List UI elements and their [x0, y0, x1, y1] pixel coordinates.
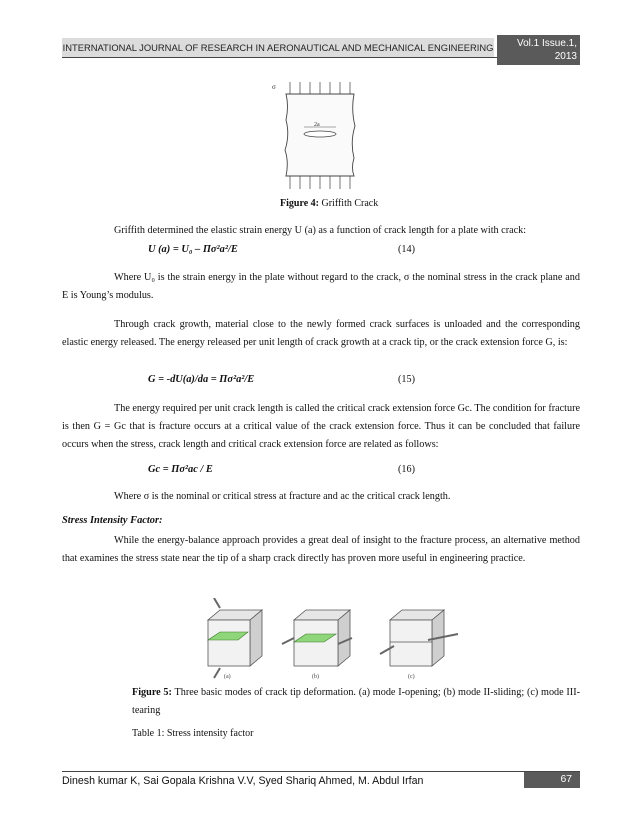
- paragraph-strain-energy: Griffith determined the elastic strain energy U (a) as a function of crack length for a plate with crack:: [114, 225, 527, 236]
- figure5-caption: [132, 684, 580, 720]
- equation-14-number: (14): [398, 244, 415, 255]
- section-heading: Stress Intensity Factor:: [62, 515, 163, 526]
- journal-title: INTERNATIONAL JOURNAL OF RESEARCH IN AERONAUTICAL AND MECHANICAL ENGINEERING: [62, 42, 494, 53]
- paragraph-strain-definition: Where U₀ is the strain energy in the plate without regard to the crack, σ the nominal stress in the crack plane and E is Young’s modulus.: [62, 272, 580, 301]
- mode-a-label: (a): [224, 674, 231, 680]
- figure4-caption: [280, 198, 378, 209]
- page-number: 67: [560, 774, 572, 785]
- lower-arrows: [290, 176, 350, 189]
- equation-15: G = -dU(a)/da = Πσ²a²/E: [148, 374, 255, 385]
- paragraph-critical-stress: Where σ is the nominal or critical stress at fracture and ac the critical crack length.: [114, 491, 451, 502]
- table1-caption: Table 1: Stress intensity factor: [132, 728, 254, 739]
- upper-arrows: [290, 82, 350, 94]
- sigma-label: σ: [272, 83, 276, 91]
- mode-c-label: (c): [408, 674, 415, 680]
- mode-opening-block: [208, 598, 262, 680]
- equation-15-number: (15): [398, 374, 415, 385]
- figure5-caption-label: Figure 5:: [132, 687, 172, 698]
- pages-label: Pg: 53-93: [533, 64, 577, 75]
- crack-ellipse: [304, 131, 336, 137]
- header-rule: [62, 57, 507, 58]
- volume-info: [497, 37, 577, 76]
- paragraph-stress-intensity: While the energy-balance approach provides a great deal of insight to the fracture process, an alternative method that examines the stress state near the tip of a sharp crack directly has proven more useful in engineering practice.: [62, 535, 580, 564]
- equation-14: U (a) = U₀ – Πσ²a²/E: [148, 244, 238, 255]
- figure4-caption-text: Griffith Crack: [318, 198, 379, 209]
- mode-b-label: (b): [312, 674, 319, 680]
- equation-16: Gc = Πσ²ac / E: [148, 464, 213, 475]
- footer-authors: Dinesh kumar K, Sai Gopala Krishna V.V, Syed Shariq Ahmed, M. Abdul Irfan: [62, 775, 424, 787]
- paragraph-critical-force: The energy required per unit crack length is called the critical crack extension force Gc. The condition for fracture is then G = Gc that is fracture occurs at a critical value of the crack extension force. Thus it can be concluded that failure occurs when the stress, crack length and critical crack extension force are related as follows:: [62, 403, 580, 450]
- crack-length-label: 2a: [314, 122, 320, 128]
- mode-tearing-block: [380, 610, 458, 680]
- griffith-crack-figure: [262, 80, 372, 192]
- figure5-caption-text: Three basic modes of crack tip deformation. (a) mode I-opening; (b) mode II-sliding; (c) mode III-tearing: [132, 687, 580, 716]
- equation-16-number: (16): [398, 464, 415, 475]
- volume-label: Vol.1 Issue.1, 2013: [516, 38, 577, 62]
- figure4-caption-label: Figure 4:: [280, 198, 319, 209]
- crack-modes-figure: [198, 598, 464, 680]
- paragraph-crack-growth: Through crack growth, material close to the newly formed crack surfaces is unloaded and the corresponding elastic energy released. The energy released per unit length of crack growth at a crack tip, or the crack extension force G, is:: [62, 319, 580, 348]
- footer-rule: [62, 771, 580, 772]
- mode-sliding-block: [282, 610, 352, 680]
